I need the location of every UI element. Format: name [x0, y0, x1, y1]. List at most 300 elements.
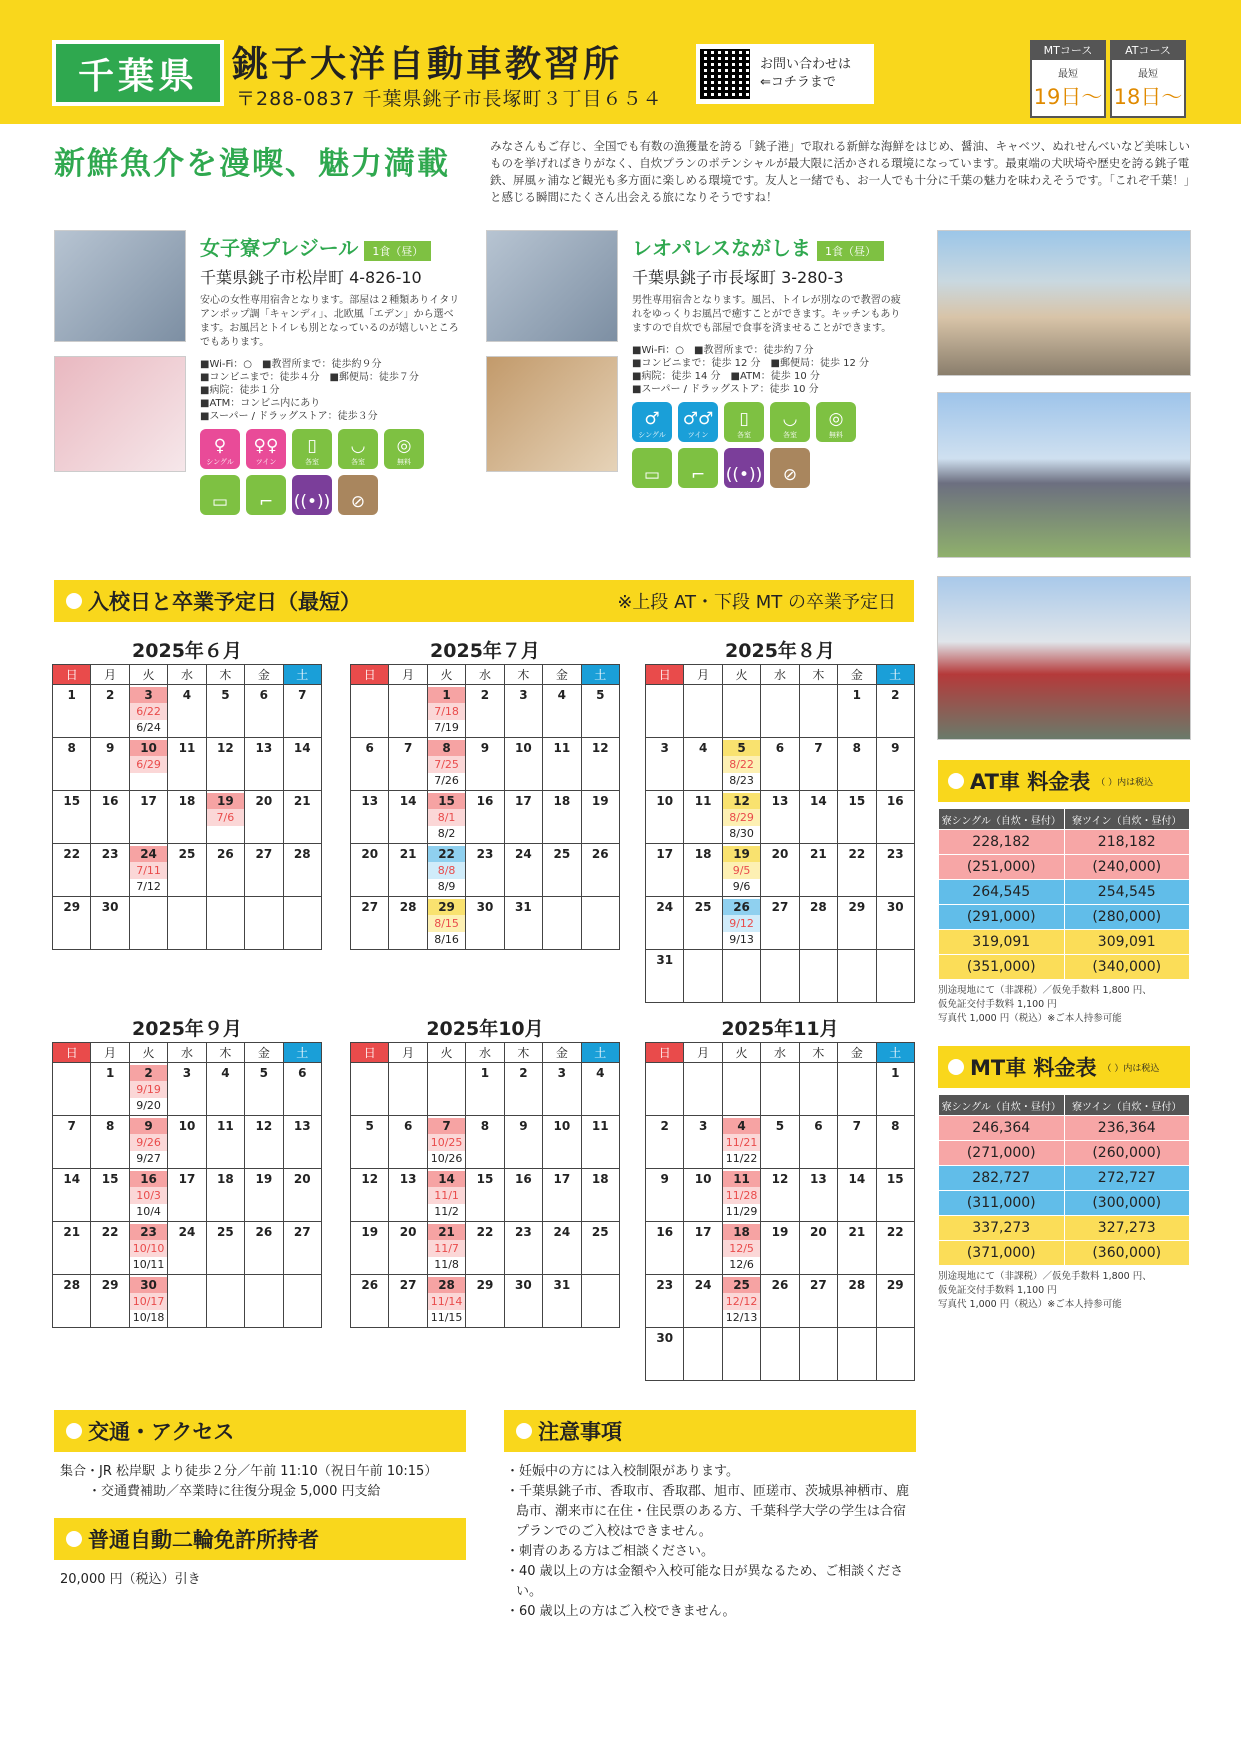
calendar-day [245, 738, 283, 791]
day-number: 14 [399, 794, 417, 808]
day-number: 24 [178, 1225, 196, 1239]
mt-graduation-date: 7/19 [434, 721, 459, 734]
entry-day [427, 1169, 465, 1222]
day-number: 9 [891, 741, 900, 755]
dorm2-info [632, 232, 902, 488]
fee-column-header: 寮ツイン（自炊・昼付） [1064, 1095, 1190, 1116]
calendar-day [53, 738, 91, 791]
calendar-empty-cell [129, 897, 167, 950]
dorm2-facility: ■コンビニまで：徒歩 12 分 ■郵便局：徒歩 12 分 [632, 358, 870, 369]
calendar-day [876, 1275, 914, 1328]
entry-day [427, 738, 465, 791]
day-number: 9 [480, 741, 490, 755]
calendar-day [761, 844, 799, 897]
calendar-empty-cell [581, 897, 619, 950]
calendar-day [504, 738, 542, 791]
weekday-header: 月 [91, 665, 129, 685]
calendar-title: 2025年７月 [430, 640, 540, 662]
calendar-day [389, 1169, 427, 1222]
calendar-day [646, 738, 684, 791]
day-number: 20 [361, 847, 379, 861]
day-number: 31 [515, 900, 532, 914]
fee-row [939, 955, 1190, 980]
day-number: 13 [399, 1172, 417, 1186]
day-number: 18 [694, 847, 712, 861]
hairdryer-icon: ⌐ [246, 475, 286, 515]
calendar-day [581, 685, 619, 738]
fee-row [939, 880, 1190, 905]
calendar-day [646, 791, 684, 844]
day-number: 21 [848, 1225, 866, 1239]
access-line2: ・交通費補助／卒業時に往復分現金 5,000 円支給 [88, 1484, 381, 1499]
mt-graduation-date: 12/6 [729, 1258, 754, 1271]
mt-fee-title: MT車 料金表 [970, 1056, 1097, 1080]
calendar-empty-cell [684, 1063, 722, 1116]
calendar-empty-cell [761, 1063, 799, 1116]
calendar-day [581, 791, 619, 844]
day-number: 7 [428, 1118, 465, 1134]
dorm2-facility: ■Wi-Fi：○ ■教習所まで：徒歩約７分 [632, 345, 814, 356]
fee-row [939, 1216, 1190, 1241]
day-number: 4 [557, 688, 566, 702]
mt-fee-notes: 別途現地にて（非課税）／仮免手数料 1,800 円、 仮免証交付手数料 1,100 円 写真代 1,000 円（税込）※ご本人持参可能 [938, 1271, 1152, 1310]
calendar-day [91, 1275, 129, 1328]
day-number: 1 [891, 1066, 900, 1080]
fee-row [939, 1166, 1190, 1191]
calendar-day [646, 1275, 684, 1328]
day-number: 10 [178, 1119, 196, 1133]
day-number: 19 [771, 1225, 789, 1239]
entry-day [722, 791, 760, 844]
day-number: 22 [63, 847, 81, 861]
calendar-day [351, 1275, 389, 1328]
day-number: 28 [848, 1278, 866, 1292]
dorm1-facility: ■スーパー / ドラッグストア：徒歩３分 [200, 411, 378, 422]
day-number: 26 [361, 1278, 379, 1292]
mt-graduation-date: 9/27 [136, 1152, 161, 1165]
calendar-day [504, 791, 542, 844]
day-number: 29 [886, 1278, 904, 1292]
at-fee-notes: 別途現地にて（非課税）／仮免手数料 1,800 円、 仮免証交付手数料 1,100 円 写真代 1,000 円（税込）※ご本人持参可能 [938, 985, 1152, 1024]
calendar-day [646, 1328, 684, 1381]
calendar-day [876, 1116, 914, 1169]
weekday-header: 月 [684, 1043, 722, 1063]
entry-day [129, 1116, 167, 1169]
day-number: 10 [130, 740, 167, 756]
bullet-dot-icon [66, 593, 82, 609]
weekday-header: 木 [206, 665, 244, 685]
calendar-day [876, 1222, 914, 1275]
mt-graduation-date: 8/23 [729, 774, 754, 787]
calendar-day [876, 897, 914, 950]
day-number: 2 [105, 688, 115, 702]
day-number: 18 [217, 1172, 234, 1186]
qr-contact[interactable] [696, 44, 874, 104]
day-number: 1 [67, 688, 76, 702]
onsen-photo [937, 230, 1191, 376]
day-number: 3 [130, 687, 167, 703]
weekday-header: 水 [168, 665, 206, 685]
day-number: 3 [557, 1066, 566, 1080]
notes-list [506, 1462, 916, 1622]
day-number: 14 [428, 1171, 465, 1187]
dorm1-description: 安心の女性専用宿舎となります。部屋は２種類ありイタリアンポップ調「キャンディ」、北欧風「エデン」から選べます。お風呂とトイレも別となっているのが嬉しいところでもあります。 [200, 295, 460, 348]
calendar-day [466, 1169, 504, 1222]
day-number: 11 [723, 1171, 760, 1187]
dorm1-facilities [200, 358, 460, 423]
fee-row [939, 930, 1190, 955]
day-number: 26 [217, 847, 234, 861]
calendar-day [91, 738, 129, 791]
day-number: 22 [848, 847, 866, 861]
calendar-title: 2025年10月 [426, 1018, 544, 1040]
entry-day [427, 1275, 465, 1328]
weekday-header: 月 [389, 1043, 427, 1063]
qr-text-line1: お問い合わせは [760, 57, 852, 72]
calendar-day [206, 738, 244, 791]
calendar-day [543, 1116, 581, 1169]
day-number: 21 [810, 847, 827, 861]
calendar-day [245, 1116, 283, 1169]
calendar-empty-cell [838, 1063, 876, 1116]
dorm1-icons-row1 [200, 429, 460, 469]
day-number: 19 [207, 793, 244, 809]
day-number: 8 [852, 741, 861, 755]
calendar-empty-cell [245, 897, 283, 950]
calendar-empty-cell [761, 950, 799, 1003]
at-course-label: ATコース [1112, 42, 1184, 60]
day-number: 27 [771, 900, 789, 914]
calendar-day [91, 685, 129, 738]
mt-graduation-date: 7/12 [136, 880, 161, 893]
at-graduation-date: 10/3 [130, 1187, 167, 1204]
fee-row [939, 855, 1190, 880]
weekday-header: 水 [761, 1043, 799, 1063]
calendar-day [351, 791, 389, 844]
day-number: 18 [723, 1224, 760, 1240]
day-number: 11 [178, 741, 196, 755]
at-graduation-date: 11/28 [723, 1187, 760, 1204]
day-number: 20 [399, 1225, 417, 1239]
at-graduation-date: 11/21 [723, 1134, 760, 1151]
calendar-day [684, 738, 722, 791]
bath-icon: ◡ 各室 [338, 429, 378, 469]
day-number: 20 [255, 794, 273, 808]
day-number: 26 [723, 899, 760, 915]
no-smoking-icon: ⊘ [338, 475, 378, 515]
twin-icon: ♂♂ ツイン [678, 402, 718, 442]
day-number: 15 [848, 794, 866, 808]
weekday-header: 土 [876, 1043, 914, 1063]
calendar-day [646, 1222, 684, 1275]
calendar-day [543, 1275, 581, 1328]
mt-graduation-date: 10/26 [430, 1152, 463, 1165]
calendar-day [245, 685, 283, 738]
calendar-day [684, 1222, 722, 1275]
bullet-dot-icon [948, 1059, 964, 1075]
calendar-day [646, 1169, 684, 1222]
day-number: 17 [178, 1172, 196, 1186]
day-number: 30 [476, 900, 494, 914]
calendar-day [761, 897, 799, 950]
fee-cell: 282,727 [939, 1166, 1065, 1191]
calendar-day [283, 1116, 321, 1169]
day-number: 17 [140, 794, 157, 808]
calendar-empty-cell [838, 950, 876, 1003]
fee-row [939, 1241, 1190, 1266]
day-number: 25 [553, 847, 571, 861]
calendar-day [91, 844, 129, 897]
calendar-day [581, 1116, 619, 1169]
calendar-empty-cell [838, 1328, 876, 1381]
note-item: ・刺青のある方はご相談ください。 [506, 1544, 715, 1559]
day-number: 29 [848, 900, 866, 914]
day-number: 12 [361, 1172, 379, 1186]
weekday-header: 火 [427, 1043, 465, 1063]
at-graduation-date: 8/29 [723, 809, 760, 826]
day-number: 8 [891, 1119, 900, 1133]
calendar-empty-cell [876, 950, 914, 1003]
at-tax-note: （ ）内は税込 [1096, 777, 1154, 788]
day-number: 11 [591, 1119, 609, 1133]
calendar-empty-cell [722, 685, 760, 738]
weekday-header: 木 [504, 665, 542, 685]
fee-cell: (351,000) [939, 955, 1065, 980]
calendar-empty-cell [646, 1063, 684, 1116]
calendar-day [351, 738, 389, 791]
calendar-day [799, 897, 837, 950]
day-number: 17 [553, 1172, 571, 1186]
weekday-header: 木 [504, 1043, 542, 1063]
day-number: 7 [403, 741, 413, 755]
at-graduation-date: 7/18 [428, 703, 465, 720]
moto-title: 普通自動二輪免許所持者 [88, 1528, 319, 1552]
day-number: 15 [101, 1172, 119, 1186]
day-number: 5 [259, 1066, 268, 1080]
day-number: 2 [519, 1066, 528, 1080]
calendar-day [351, 1169, 389, 1222]
at-course-days: 18日〜 [1113, 85, 1183, 109]
calendar-day [245, 1222, 283, 1275]
calendar-day [684, 791, 722, 844]
fee-cell: 337,273 [939, 1216, 1065, 1241]
bullet-dot-icon [516, 1423, 532, 1439]
calendar-day [91, 791, 129, 844]
calendar-day [581, 1222, 619, 1275]
calendar-day [466, 791, 504, 844]
weekday-header: 月 [389, 665, 427, 685]
calendar-empty-cell [684, 685, 722, 738]
day-number: 14 [810, 794, 827, 808]
qr-code-icon[interactable] [700, 49, 750, 99]
day-number: 23 [130, 1224, 167, 1240]
weekday-header: 木 [799, 665, 837, 685]
calendar-day [838, 1116, 876, 1169]
calendar-empty-cell [543, 897, 581, 950]
weekday-header: 土 [283, 665, 321, 685]
day-number: 15 [886, 1172, 904, 1186]
schedule-header [54, 580, 914, 622]
note-item: ・40 歳以上の方は金額や入校可能な日が異なるため、ご相談ください。 [506, 1564, 904, 1599]
day-number: 20 [771, 847, 789, 861]
day-number: 19 [591, 794, 609, 808]
schedule-note: ※上段 AT・下段 MT の卒業予定日 [617, 592, 896, 613]
calendar-day [543, 685, 581, 738]
day-number: 16 [476, 794, 494, 808]
access-text [60, 1462, 480, 1502]
fee-row [939, 830, 1190, 855]
single-icon: ♀ シングル [200, 429, 240, 469]
calendar-day [206, 685, 244, 738]
notes-header [504, 1410, 916, 1452]
fee-cell: 236,364 [1064, 1116, 1190, 1141]
single-icon: ♂ シングル [632, 402, 672, 442]
day-number: 30 [515, 1278, 532, 1292]
day-number: 30 [130, 1277, 167, 1293]
calendar-day [876, 1063, 914, 1116]
fee-column-header: 寮ツイン（自炊・昼付） [1064, 809, 1190, 830]
calendar-day [283, 1169, 321, 1222]
day-number: 19 [255, 1172, 273, 1186]
calendar-day [351, 1222, 389, 1275]
day-number: 21 [63, 1225, 81, 1239]
fee-cell: 254,545 [1064, 880, 1190, 905]
mt-graduation-date: 9/20 [136, 1099, 161, 1112]
calendar-october [350, 1014, 620, 1328]
weekday-header: 金 [838, 665, 876, 685]
fee-cell: 228,182 [939, 830, 1065, 855]
dorm2-facility: ■病院：徒歩 14 分 ■ATM：徒歩 10 分 [632, 371, 820, 382]
day-number: 14 [293, 741, 311, 755]
calendar-day [799, 1222, 837, 1275]
calendar-day [838, 1275, 876, 1328]
entry-day [129, 1222, 167, 1275]
mt-graduation-date: 6/24 [136, 721, 161, 734]
calendar-title: 2025年11月 [721, 1018, 839, 1040]
day-number: 28 [293, 847, 311, 861]
day-number: 23 [476, 847, 494, 861]
calendar-day [168, 1222, 206, 1275]
fee-cell: (271,000) [939, 1141, 1065, 1166]
fee-cell: 264,545 [939, 880, 1065, 905]
school-name: 銚子大洋自動車教習所 [232, 44, 623, 85]
calendar-day [504, 1275, 542, 1328]
calendar-empty-cell [427, 1063, 465, 1116]
school-address: 〒288-0837 千葉県銚子市長塚町３丁目６５４ [236, 88, 663, 110]
weekday-header: 日 [351, 665, 389, 685]
weekday-header: 火 [722, 665, 760, 685]
washer-icon: ◎ 無料 [816, 402, 856, 442]
day-number: 24 [130, 846, 167, 862]
day-number: 4 [221, 1066, 230, 1080]
day-number: 12 [723, 793, 760, 809]
calendar-day [646, 950, 684, 1003]
calendar-day [91, 1222, 129, 1275]
entry-day [129, 1275, 167, 1328]
at-graduation-date: 8/1 [428, 809, 465, 826]
at-graduation-date: 9/12 [723, 915, 760, 932]
fee-cell: 218,182 [1064, 830, 1190, 855]
day-number: 10 [515, 741, 532, 755]
access-header [54, 1410, 466, 1452]
calendar-day [504, 844, 542, 897]
mt-graduation-date: 11/29 [725, 1205, 758, 1218]
calendar-day [129, 791, 167, 844]
qr-text-line2: ⇐コチラまで [760, 75, 836, 90]
day-number: 14 [848, 1172, 866, 1186]
calendar-title: 2025年６月 [132, 640, 242, 662]
calendar-day [168, 738, 206, 791]
day-number: 27 [255, 847, 273, 861]
calendar-day [466, 738, 504, 791]
calendar-empty-cell [799, 1063, 837, 1116]
day-number: 25 [591, 1225, 609, 1239]
weekday-header: 日 [53, 1043, 91, 1063]
fee-cell: 319,091 [939, 930, 1065, 955]
tv-icon: ▭ [632, 448, 672, 488]
day-number: 30 [101, 900, 119, 914]
calendar-empty-cell [684, 1328, 722, 1381]
at-graduation-date: 7/6 [207, 809, 244, 826]
entry-day [722, 897, 760, 950]
at-graduation-date: 6/29 [130, 756, 167, 773]
day-number: 21 [428, 1224, 465, 1240]
calendar-day [389, 791, 427, 844]
day-number: 31 [656, 953, 674, 967]
weekday-header: 火 [129, 665, 167, 685]
day-number: 8 [480, 1119, 490, 1133]
weekday-header: 金 [245, 1043, 283, 1063]
day-number: 13 [255, 741, 273, 755]
day-number: 9 [130, 1118, 167, 1134]
day-number: 8 [105, 1119, 115, 1133]
calendar-day [389, 844, 427, 897]
calendar-day [206, 1063, 244, 1116]
bullet-dot-icon [948, 773, 964, 789]
mt-graduation-date: 10/11 [132, 1258, 165, 1271]
day-number: 13 [810, 1172, 827, 1186]
day-number: 6 [365, 741, 374, 755]
calendar-day [245, 844, 283, 897]
day-number: 7 [814, 741, 823, 755]
day-number: 24 [656, 900, 674, 914]
at-graduation-date: 9/19 [130, 1081, 167, 1098]
fee-cell: (371,000) [939, 1241, 1065, 1266]
day-number: 17 [515, 794, 532, 808]
day-number: 5 [723, 740, 760, 756]
day-number: 28 [810, 900, 827, 914]
day-number: 25 [694, 900, 712, 914]
day-number: 8 [67, 741, 76, 755]
calendar-day [504, 1169, 542, 1222]
calendar-day [799, 1169, 837, 1222]
entry-day [427, 897, 465, 950]
fee-cell: (300,000) [1064, 1191, 1190, 1216]
calendar-empty-cell [646, 685, 684, 738]
at-fee-table [938, 808, 1190, 980]
dorm2-facility: ■スーパー / ドラッグストア：徒歩 10 分 [632, 384, 819, 395]
dorm2-name: レオパレスながしま [632, 236, 811, 260]
group-photo [937, 392, 1191, 558]
day-number: 18 [591, 1172, 609, 1186]
day-number: 20 [293, 1172, 311, 1186]
calendar-day [53, 1116, 91, 1169]
day-number: 9 [519, 1119, 528, 1133]
weekday-header: 日 [53, 665, 91, 685]
calendar-day [53, 844, 91, 897]
day-number: 7 [298, 688, 307, 702]
calendar-day [581, 1063, 619, 1116]
